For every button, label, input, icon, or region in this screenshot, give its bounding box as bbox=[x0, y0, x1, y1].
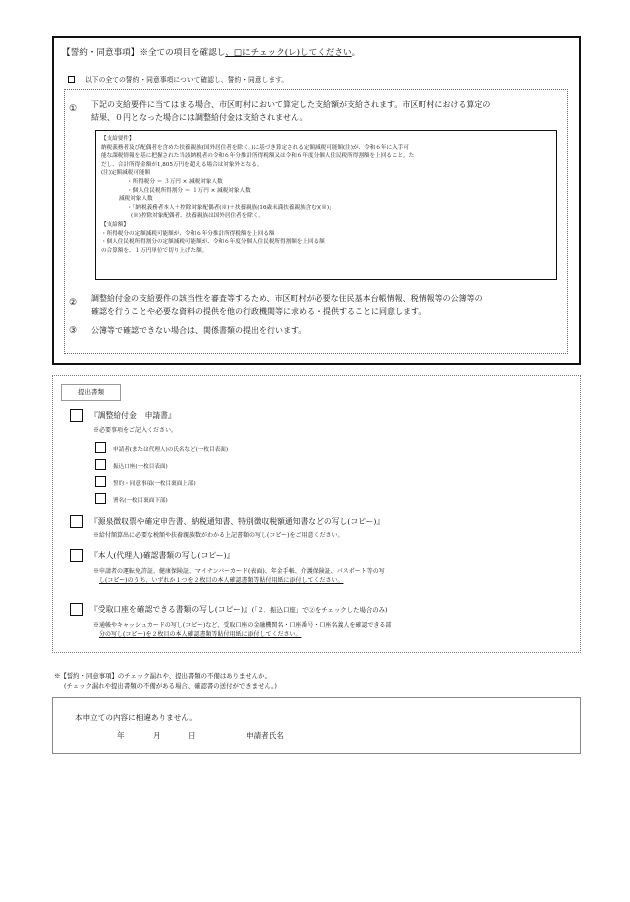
doc4-note bbox=[93, 621, 391, 639]
item-1-line2: 結果、０円となった場合には調整給付金は支給されません。 bbox=[91, 113, 308, 122]
doc4-title bbox=[90, 604, 388, 615]
item-3-line1: 公簿等で確認できない場合は、関係書類の提出を行います。 bbox=[91, 326, 307, 335]
doc4-title-suffix: (「２．振込口座」で②をチェックした場合のみ) bbox=[251, 606, 388, 614]
pledge-header-prefix: 【誓約・同意事項】※全ての項目を確認し bbox=[62, 48, 226, 58]
doc1-sub1-checkbox[interactable] bbox=[95, 442, 106, 453]
doc3-note-line1: ※申請者の運転免許証、健康保険証、マイナンバーカード(表面)、年金手帳、介護保険証、パスポート等の写 bbox=[93, 568, 385, 575]
doc2-checkbox[interactable] bbox=[70, 515, 83, 528]
doc3-note-line2: し(コピー)のうち、いずれか１つを２枚目の本人確認書類等貼付用紙に添付してください。 bbox=[99, 577, 344, 584]
doc3-note bbox=[93, 567, 385, 585]
doc1-sub4-checkbox[interactable] bbox=[95, 493, 106, 504]
agree-all-row bbox=[68, 74, 288, 84]
documents-tag: 提出書類 bbox=[61, 384, 121, 401]
footnote bbox=[54, 671, 277, 691]
doc1-checkbox[interactable] bbox=[70, 409, 83, 422]
doc2-note: ※給付額算出に必要な税額や扶養親族数がわかる上記書類の写し(コピー)をご用意ください。 bbox=[93, 532, 344, 539]
doc1-sub3-label: 誓約・同意事項(一枚目裏面上部) bbox=[113, 481, 196, 487]
req-heading: 【支給要件】 bbox=[101, 136, 135, 142]
pledge-header-suffix: 。 bbox=[351, 48, 361, 58]
req-heading: 【支給額】 bbox=[101, 221, 129, 228]
footnote-line1: ※【誓約・同意事項】のチェック漏れや、提出書類の不備はありませんか。 bbox=[54, 672, 271, 680]
year-label: 年 bbox=[117, 731, 125, 740]
day-label: 日 bbox=[188, 731, 196, 740]
doc1-note: ※必要事項をご記入ください。 bbox=[93, 427, 178, 434]
doc1-title: 『調整給付金 申請書』 bbox=[90, 411, 176, 420]
req-text: ・所得税分 ＝ ３万円 × 減税対象人数 bbox=[127, 178, 223, 185]
declaration-statement: 本申立ての内容に相違ありません。 bbox=[75, 713, 197, 722]
doc1-sub3-checkbox[interactable] bbox=[95, 476, 106, 487]
req-text: ・個人住民税所得割分 ＝ １万円 × 減税対象人数 bbox=[127, 187, 251, 194]
doc1-sub4-label: 署名(一枚目裏面下部) bbox=[113, 498, 168, 504]
req-text: ・「納税義務者本人＋控除対象配偶者(※)＋扶養親族(16歳未満扶養親族含む)(※)」 bbox=[127, 204, 335, 211]
applicant-name-label: 申請者氏名 bbox=[246, 731, 284, 740]
item-1-line1: 下記の支給要件に当てはまる場合、市区町村において算定した支給額が支給されます。市区町村における算定の bbox=[91, 100, 491, 109]
documents-section bbox=[52, 375, 581, 653]
item-1-number: ① bbox=[69, 104, 78, 114]
item-2-line2: 確認を行うことや必要な資料の提供を他の行政機関等に求める・提供することに同意します。 bbox=[91, 307, 427, 316]
requirements-box bbox=[95, 130, 557, 280]
req-text: (※)控除対象配偶者、扶養親族は国外居住者を除く。 bbox=[131, 213, 264, 220]
agree-all-label: 以下の全ての誓約・同意事項について確認し、誓約・同意します。 bbox=[85, 76, 289, 84]
pledge-header bbox=[62, 46, 360, 58]
item-2-line1: 調整給付金の支給要件の該当性を審査等するため、市区町村が必要な住民基本台帳情報、税情報等の公簿等の bbox=[91, 294, 483, 303]
doc4-note-line2: 分の写し(コピー)を２枚目の本人確認書類等貼付用紙に添付してください。 bbox=[99, 631, 302, 638]
doc3-title: 『本人(代理人)確認書類の写し(コピー)』 bbox=[90, 551, 235, 560]
doc3-checkbox[interactable] bbox=[70, 549, 83, 562]
req-text: の合算額を、１万円単位で切り上げた額。 bbox=[101, 247, 208, 254]
doc4-title-main: 『受取口座を確認できる書類の写し(コピー)』 bbox=[90, 605, 252, 614]
req-text: ・個人住民税所得割分の定額減税可能額が、令和６年度分個人住民税所得割額を上回る額 bbox=[101, 239, 325, 246]
item-1-text bbox=[91, 98, 490, 124]
req-text: (注)定額減税可能額 bbox=[101, 170, 151, 177]
doc4-note-line1: ※通帳やキャッシュカードの写し(コピー)など、受取口座の金融機関名・口座番号・口座名義人を確認できる部 bbox=[93, 622, 392, 629]
req-text: ・所得税分の定額減税可能額が、令和６年分推計所得税額を上回る額 bbox=[101, 230, 275, 237]
req-text: だし、合計所得金額が1,805万円を超える場合は対象外となる。 bbox=[101, 161, 263, 168]
doc1-sub2-label: 振込口座(一枚目表面) bbox=[113, 464, 168, 470]
item-2-text bbox=[91, 292, 483, 318]
doc1-sub1-label: 申請者(または代理人)の氏名など(一枚目表面) bbox=[113, 447, 229, 453]
pledge-items bbox=[64, 89, 568, 354]
doc1-sub2-checkbox[interactable] bbox=[95, 459, 106, 470]
doc4-checkbox[interactable] bbox=[70, 603, 83, 616]
req-text: 納税義務者及び配偶者を含めた扶養親族(国外居住者を除く。)に基づき算定される定額減税可能額(注)が、令和６年に入手可 bbox=[101, 144, 409, 151]
item-2-number: ② bbox=[69, 298, 78, 308]
agree-all-checkbox[interactable] bbox=[68, 76, 75, 83]
doc2-title: 『源泉徴収票や確定申告書、納税通知書、特別徴収税額通知書などの写し(コピー)』 bbox=[90, 517, 385, 526]
pledge-section bbox=[52, 36, 581, 365]
month-label: 月 bbox=[153, 731, 161, 740]
req-text: 能な課税情報を基に把握された当該納税者の令和６年分推計所得税額又は令和６年度分個人住民税所得割額を上回ること。た bbox=[101, 153, 415, 160]
pledge-header-instruction: 、□にチェック(レ)してください bbox=[225, 48, 352, 58]
signature-section bbox=[52, 697, 581, 754]
item-3-text bbox=[91, 324, 306, 337]
req-text: 減税対象人数 bbox=[119, 196, 153, 203]
footnote-line2: (チェック漏れや提出書類の不備がある場合、確認書の送付ができません。) bbox=[64, 682, 277, 690]
item-3-number: ③ bbox=[69, 326, 78, 336]
